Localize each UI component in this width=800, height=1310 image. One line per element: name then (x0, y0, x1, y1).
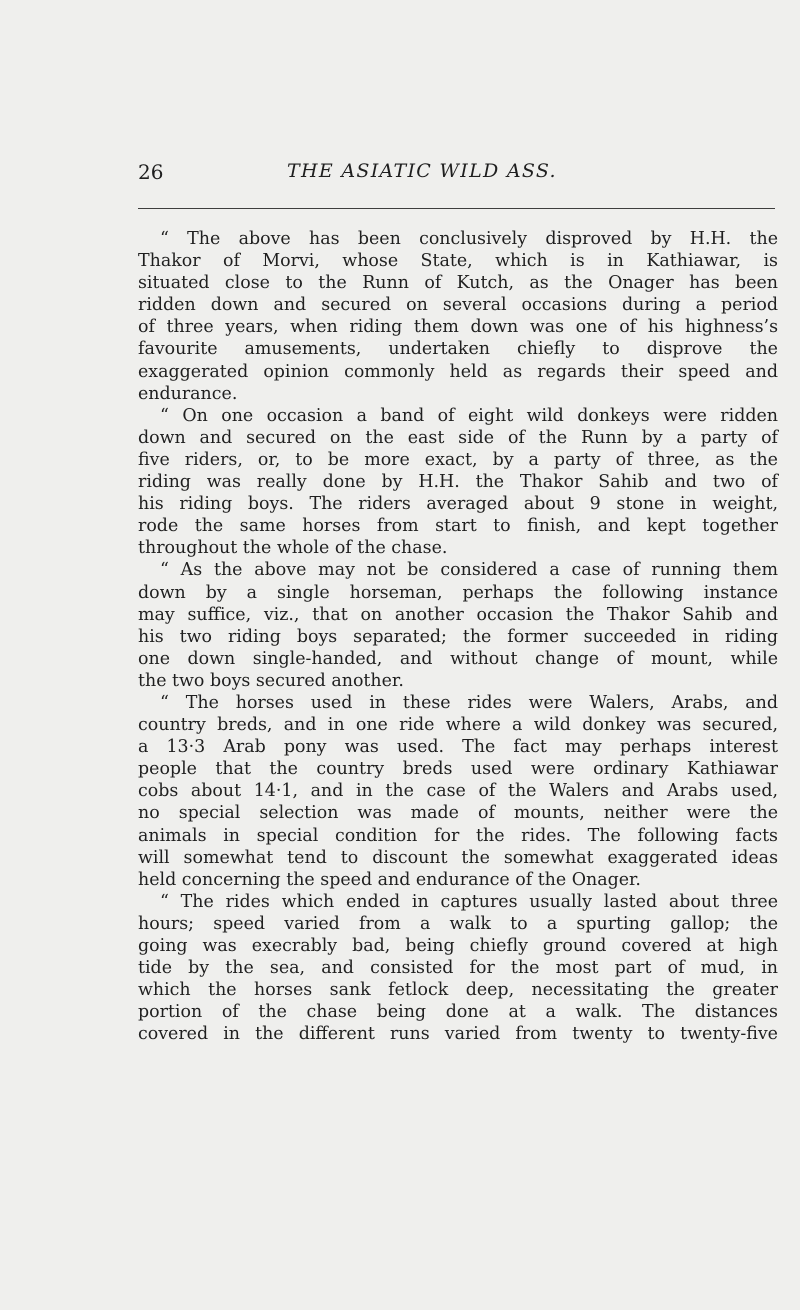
text-line: down by a single horseman, perhaps the following instance (138, 582, 778, 603)
text-line: a 13·3 Arab pony was used. The fact may perhaps interest (138, 737, 778, 758)
text-line: of three years, when riding them down was one of his highness’s (138, 317, 778, 338)
text-line: no special selection was made of mounts, neither were the (138, 803, 778, 824)
text-line: held concerning the speed and endurance of the Onager. (138, 869, 641, 890)
text-line: tide by the sea, and consisted for the most part of mud, in (138, 958, 778, 979)
text-line: “ The above has been conclusively disproved by H.H. the (160, 229, 778, 249)
text-line: the two boys secured another. (138, 670, 404, 691)
header-rule (138, 208, 775, 209)
text-line: Thakor of Morvi, whose State, which is in Kathiawar, is (138, 251, 778, 272)
text-line: five riders, or, to be more exact, by a party of three, as the (138, 449, 778, 470)
text-line: ridden down and secured on several occasions during a period (138, 295, 778, 316)
text-line: exaggerated opinion commonly held as regards their speed and (138, 361, 778, 382)
text-line: country breds, and in one ride where a wild donkey was secured, (138, 715, 778, 736)
page-number: 26 (138, 160, 164, 184)
text-line: going was execrably bad, being chiefly ground covered at high (138, 936, 778, 956)
page-header (138, 160, 775, 192)
text-line: “ On one occasion a band of eight wild donkeys were ridden (160, 405, 778, 426)
body-text (138, 228, 778, 1045)
text-line: favourite amusements, undertaken chiefly to disprove the (138, 339, 778, 360)
text-line: “ The horses used in these rides were Walers, Arabs, and (160, 692, 778, 713)
text-line: people that the country breds used were ordinary Kathiawar (138, 759, 778, 780)
text-line: cobs about 14·1, and in the case of the Walers and Arabs used, (138, 781, 778, 802)
text-line: portion of the chase being done at a walk. The distances (138, 1002, 778, 1023)
text-line: throughout the whole of the chase. (138, 538, 448, 559)
text-line: situated close to the Runn of Kutch, as the Onager has been (138, 273, 778, 294)
running-title: THE ASIATIC WILD ASS. (287, 160, 557, 182)
text-line: his two riding boys separated; the former succeeded in riding (138, 626, 778, 647)
text-line: “ As the above may not be considered a case of running them (160, 560, 778, 581)
text-line: his riding boys. The riders averaged about 9 stone in weight, (138, 494, 778, 515)
text-line: animals in special condition for the rides. The following facts (138, 825, 778, 846)
text-line: riding was really done by H.H. the Thakor Sahib and two of (138, 472, 778, 493)
text-line: will somewhat tend to discount the somewhat exaggerated ideas (138, 847, 778, 868)
text-line: down and secured on the east side of the Runn by a party of (138, 427, 778, 448)
text-line: covered in the different runs varied from twenty to twenty-five (138, 1024, 778, 1045)
text-line: one down single-handed, and without change of mount, while (138, 648, 778, 669)
text-line: which the horses sank fetlock deep, necessitating the greater (138, 980, 778, 1001)
text-line: hours; speed varied from a walk to a spurting gallop; the (138, 913, 778, 934)
text-line: rode the same horses from start to finish, and kept together (138, 516, 778, 537)
text-line: may suffice, viz., that on another occasion the Thakor Sahib and (138, 604, 778, 625)
text-line: endurance. (138, 383, 238, 404)
text-line: “ The rides which ended in captures usually lasted about three (160, 891, 778, 912)
